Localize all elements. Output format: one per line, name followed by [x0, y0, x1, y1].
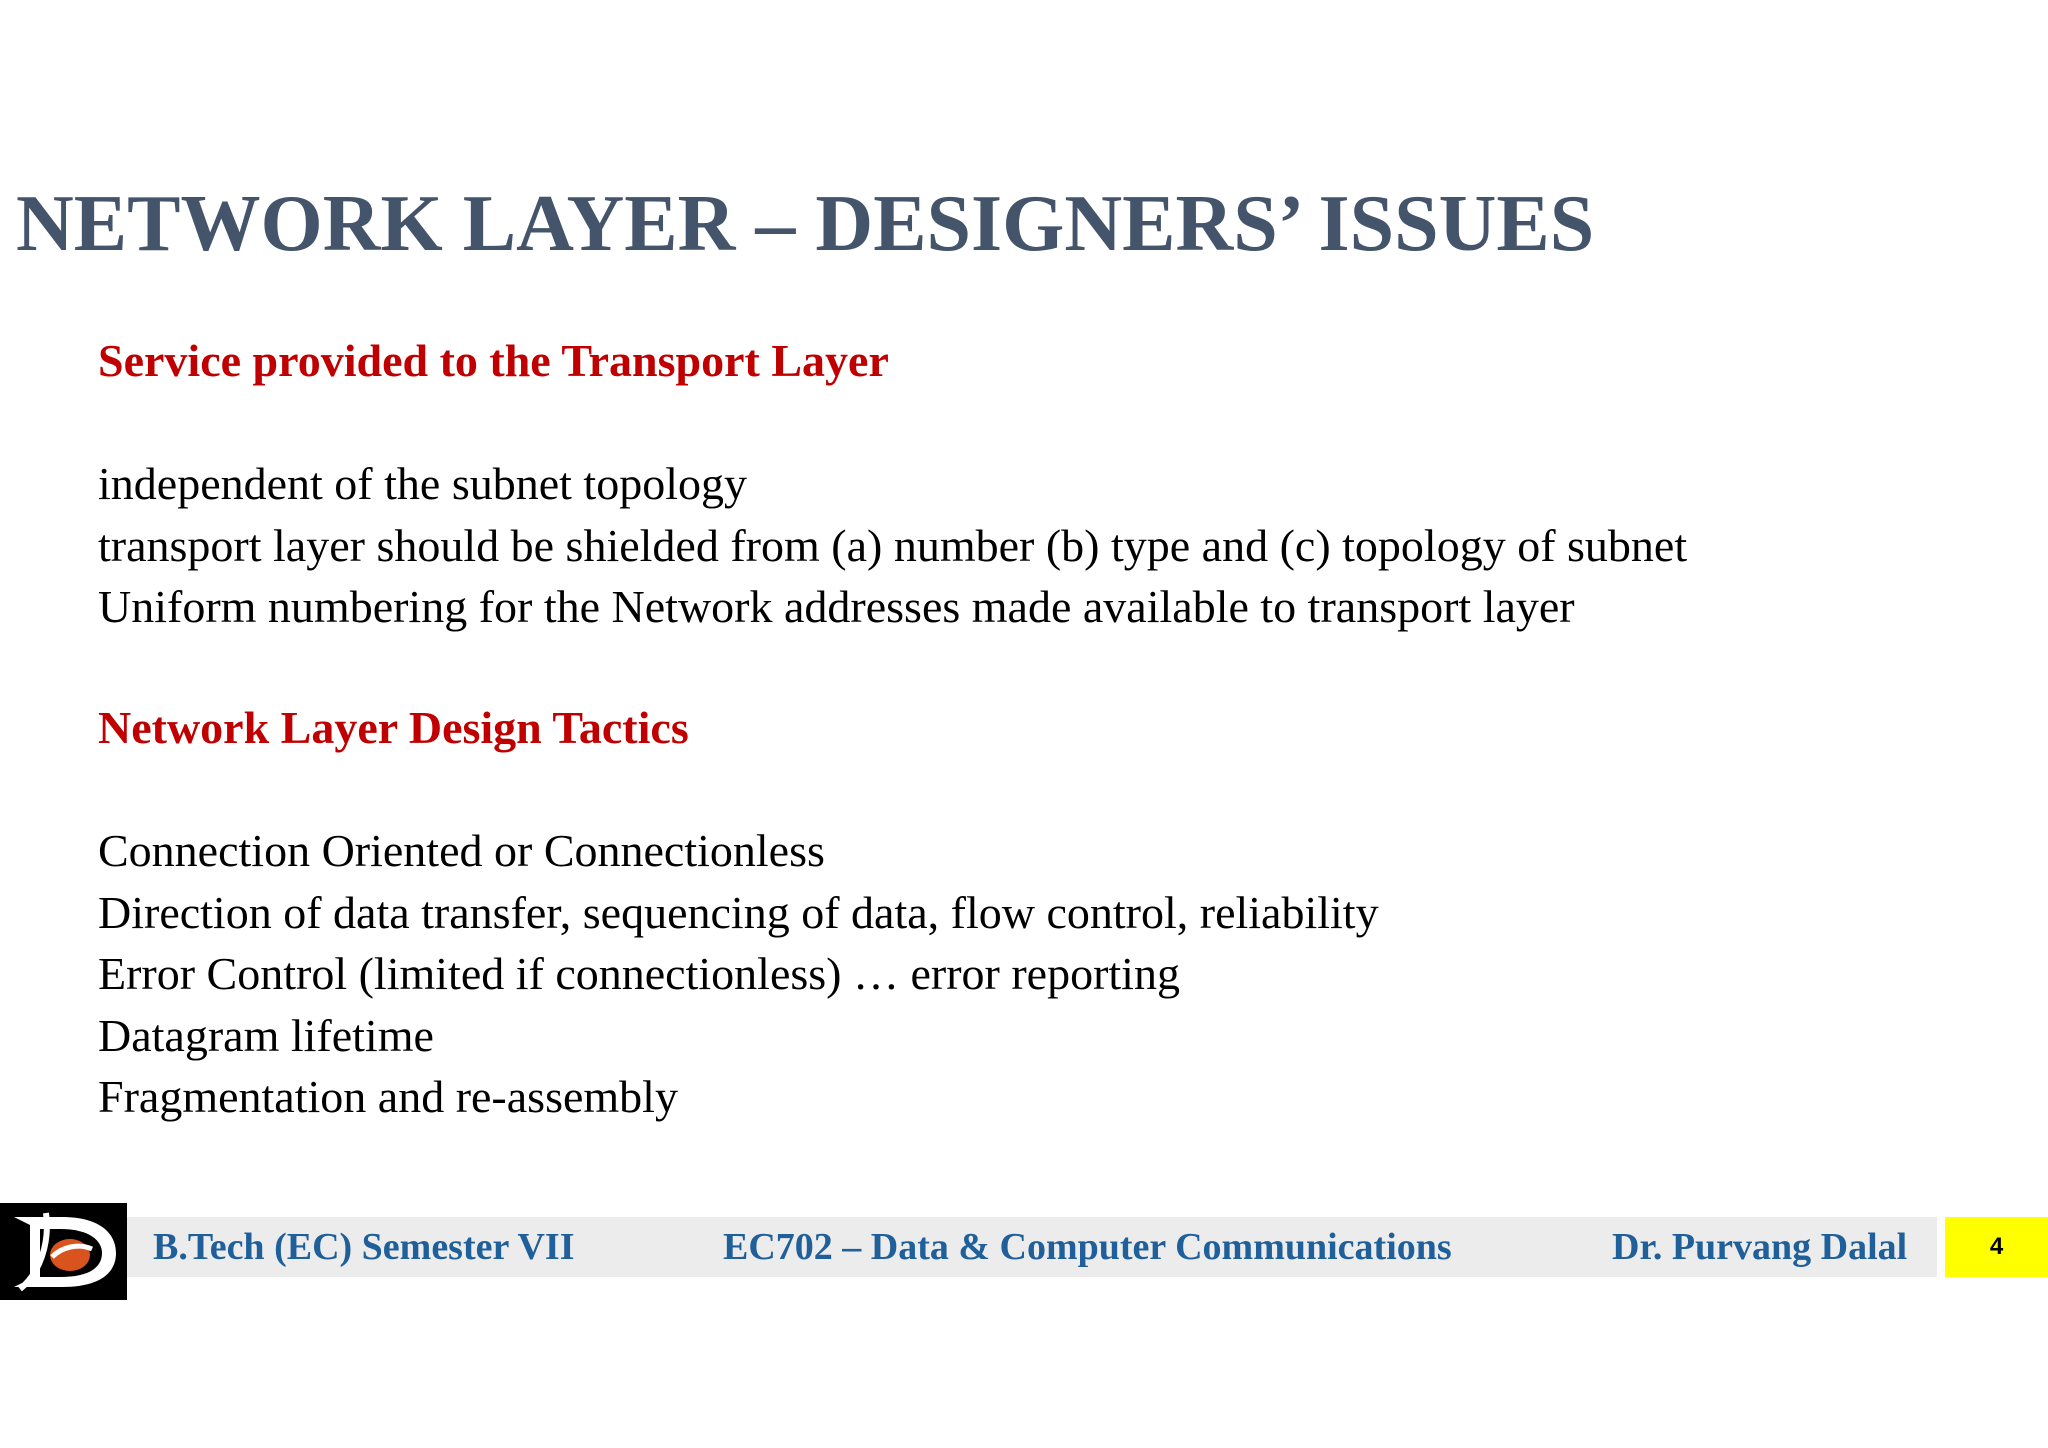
institute-logo-icon — [0, 1203, 127, 1300]
footer-course: B.Tech (EC) Semester VII — [153, 1226, 575, 1268]
section-lines-tactics — [98, 820, 1379, 1128]
tactics-line-2: Direction of data transfer, sequencing of data, flow control, reliability — [98, 886, 1379, 938]
section-lines-service — [98, 453, 1687, 638]
service-line-2: transport layer should be shielded from (a) number (b) type and (c) topology of subnet — [98, 519, 1688, 571]
section-heading-service: Service provided to the Transport Layer — [98, 335, 889, 386]
slide-title: NETWORK LAYER – DESIGNERS’ ISSUES — [16, 180, 1595, 268]
service-line-3: Uniform numbering for the Network addresses made available to transport layer — [98, 581, 1575, 632]
tactics-line-1: Connection Oriented or Connectionless — [98, 825, 825, 876]
service-line-1: independent of the subnet topology — [98, 458, 747, 509]
footer-author: Dr. Purvang Dalal — [1612, 1226, 1908, 1268]
tactics-line-4: Datagram lifetime — [98, 1009, 434, 1061]
page-number: 4 — [1945, 1217, 2048, 1277]
footer-subject: EC702 – Data & Computer Communications — [723, 1226, 1452, 1268]
section-heading-tactics: Network Layer Design Tactics — [98, 702, 689, 753]
tactics-line-5: Fragmentation and re-assembly — [98, 1071, 678, 1122]
tactics-line-3: Error Control (limited if connectionless) … error reporting — [98, 948, 1180, 999]
